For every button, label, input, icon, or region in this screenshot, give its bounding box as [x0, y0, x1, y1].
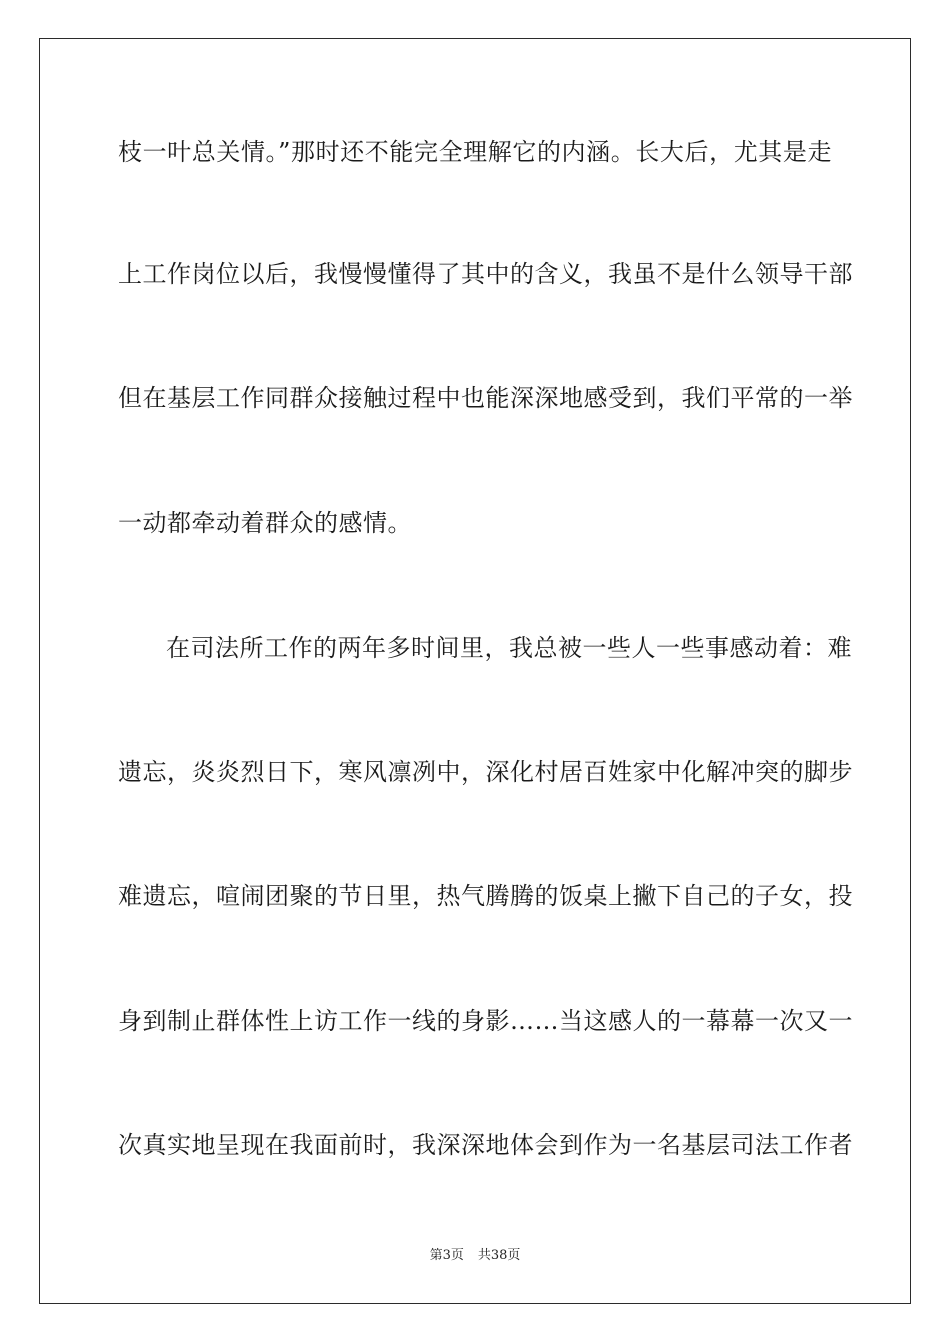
page-footer — [0, 1248, 950, 1264]
body-line-8: 身到制止群体性上访工作一线的身影……当这感人的一幕幕一次又一 — [118, 1007, 853, 1035]
body-line-9: 次真实地呈现在我面前时，我深深地体会到作为一名基层司法工作者 — [118, 1131, 853, 1159]
page-total: 共38页 — [477, 1248, 521, 1263]
body-line-4: 一动都牵动着群众的感情。 — [118, 509, 412, 537]
paragraph-start-line: 在司法所工作的两年多时间里，我总被一些人一些事感动着：难 — [166, 634, 852, 662]
body-line-1: 枝一叶总关情。”那时还不能完全理解它的内涵。长大后，尤其是走 — [118, 138, 832, 166]
page-number: 第3页 — [429, 1248, 464, 1263]
body-line-2: 上工作岗位以后，我慢慢懂得了其中的含义，我虽不是什么领导干部 — [118, 260, 853, 288]
body-line-6: 遗忘，炎炎烈日下，寒风凛冽中，深化村居百姓家中化解冲突的脚步 — [118, 758, 853, 786]
body-line-7: 难遗忘，喧闹团聚的节日里，热气腾腾的饭桌上撇下自己的子女，投 — [118, 882, 853, 910]
body-line-3: 但在基层工作同群众接触过程中也能深深地感受到，我们平常的一举 — [118, 384, 853, 412]
page-border — [39, 38, 911, 1304]
